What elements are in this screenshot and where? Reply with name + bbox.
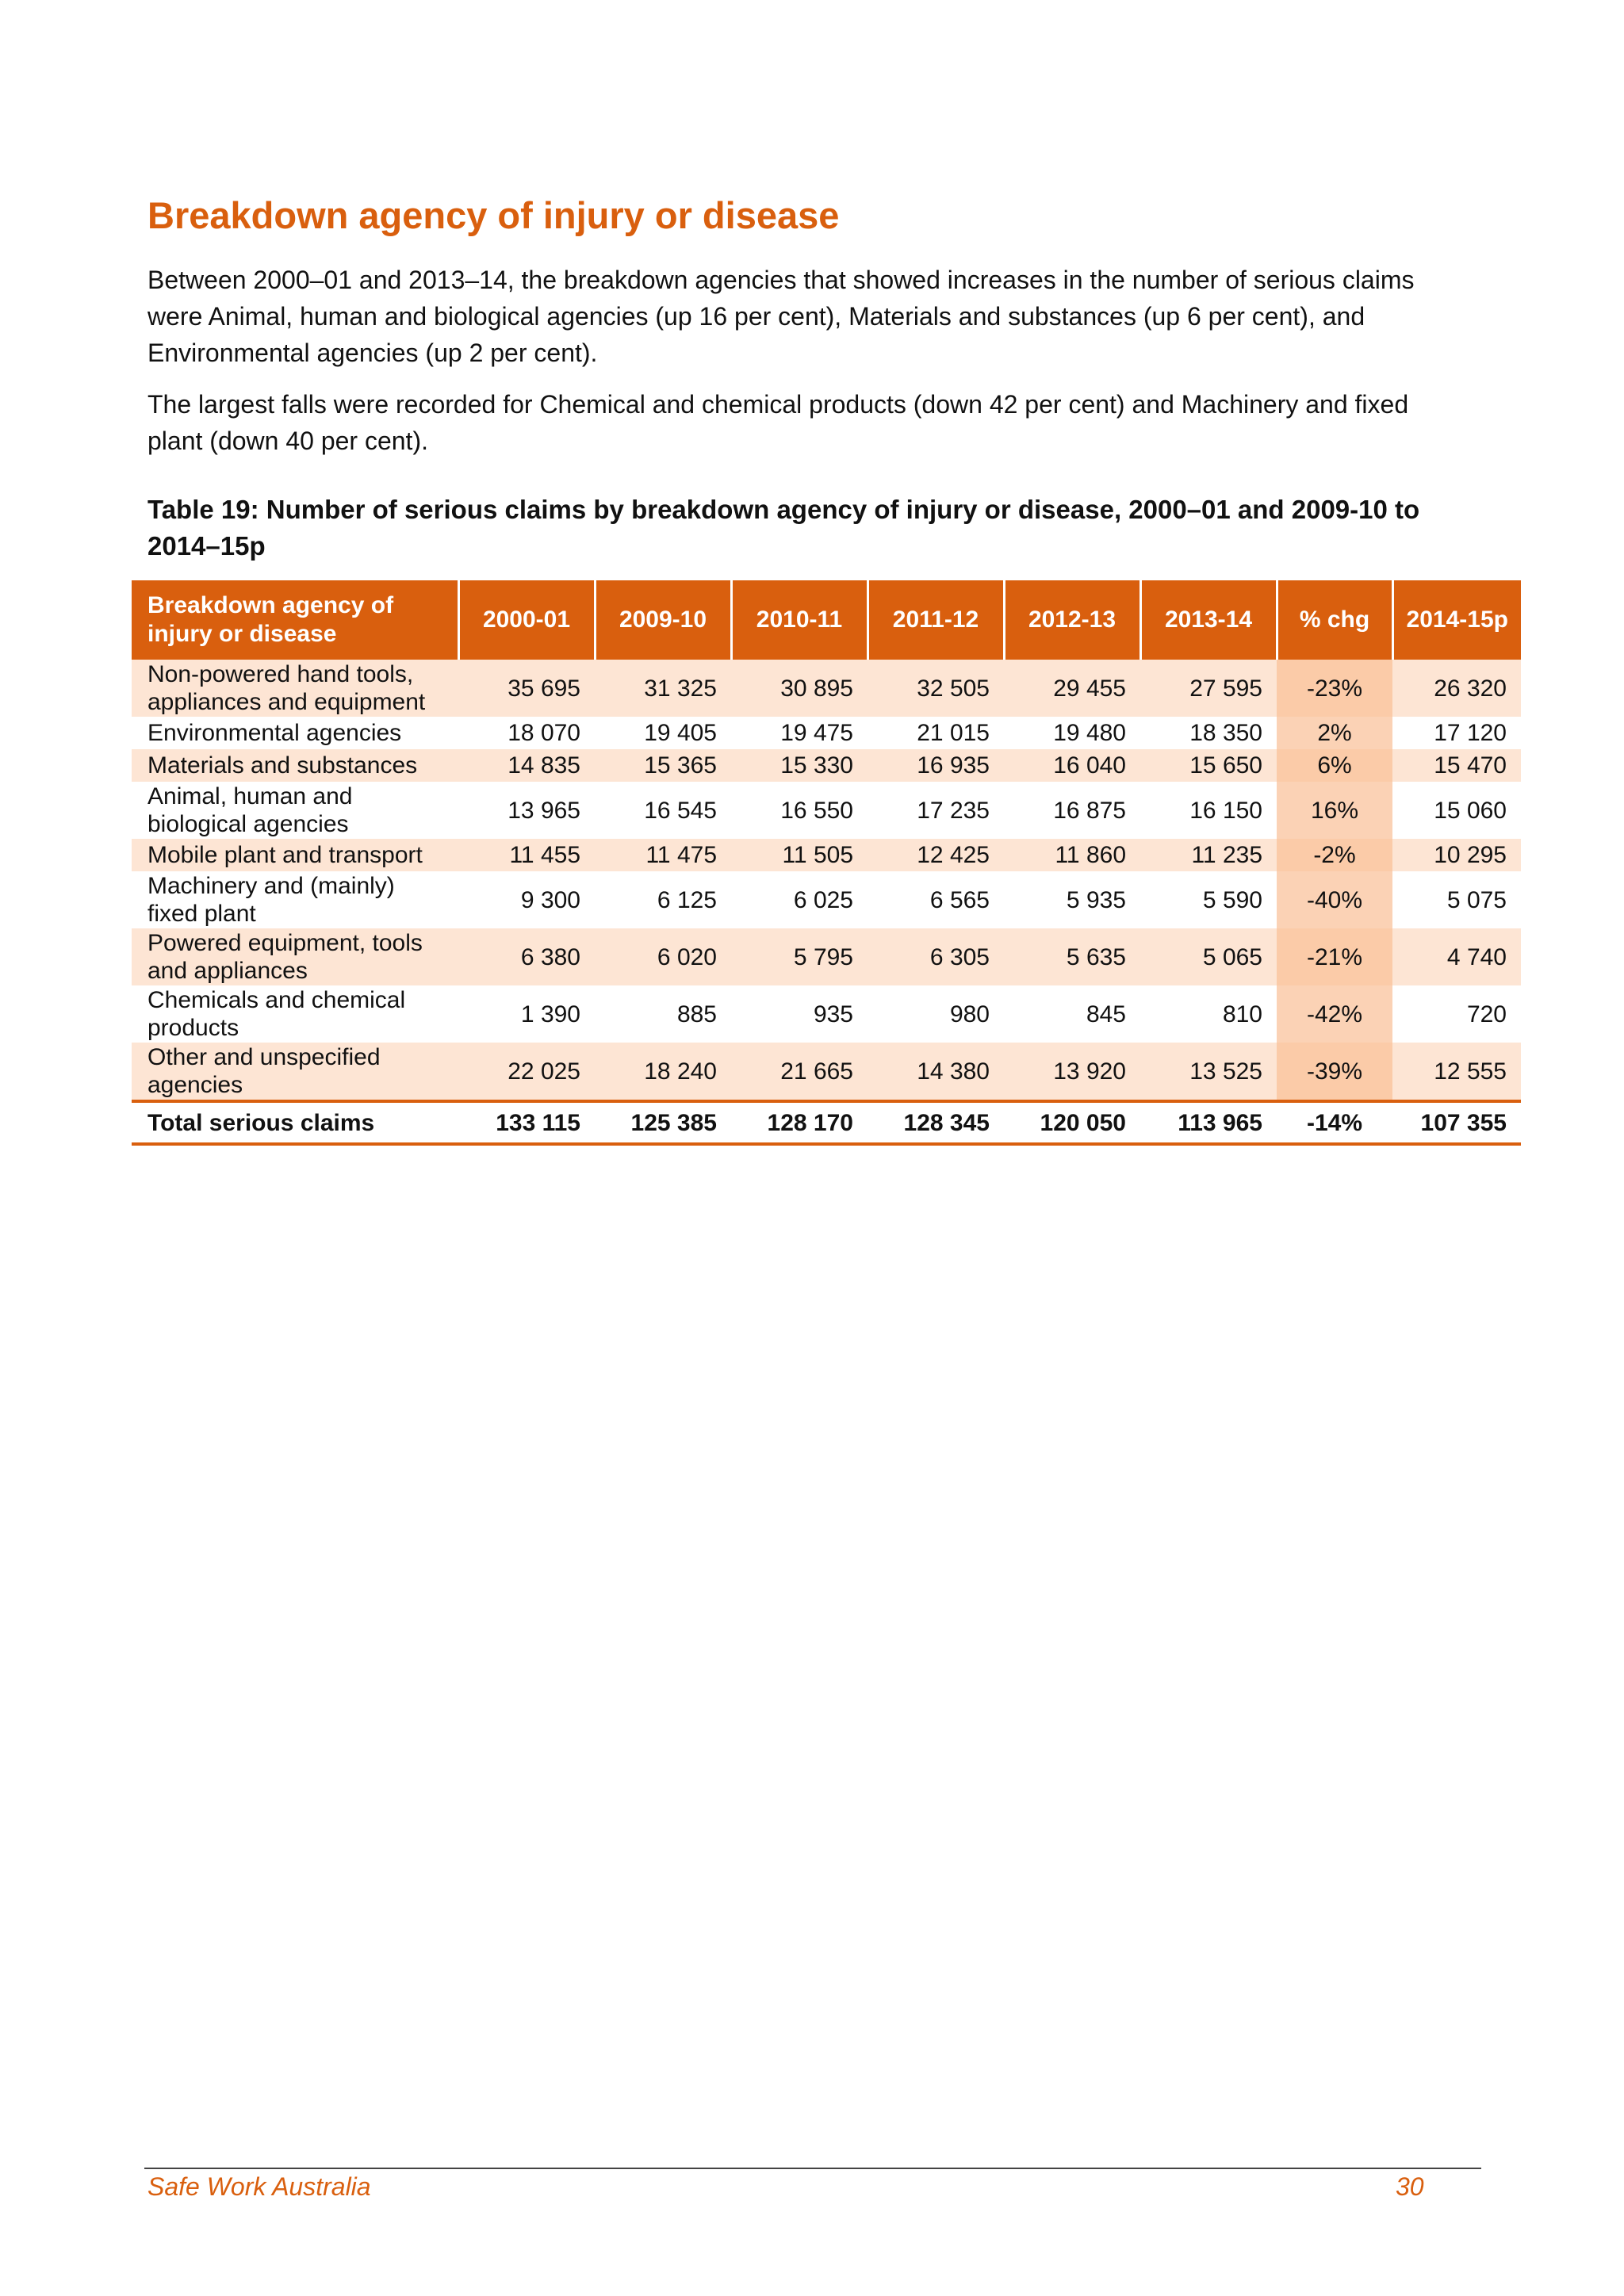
pct-change-cell: 16% [1277,782,1392,839]
value-cell: 18 350 [1189,720,1262,746]
value-cell: 16 040 [1004,749,1140,782]
footer-publisher: Safe Work Australia [147,2172,371,2201]
value-cell: 15 365 [595,749,731,782]
value-cell: 5 795 [731,928,868,985]
value-cell: 16 875 [1053,797,1126,824]
table-row [132,928,1521,985]
header-2011-12: 2011-12 [868,580,1004,660]
value-cell: 30 895 [731,660,868,717]
header-2009-10: 2009-10 [595,580,731,660]
table-row [132,782,1521,839]
value-cell: 18 070 [508,720,580,746]
value-cell: 6 020 [595,928,731,985]
value-cell: 12 555 [1392,1043,1521,1101]
value-cell: 17 120 [1434,720,1507,746]
value-cell: 5 075 [1446,886,1507,913]
pct-change-cell: -23% [1277,660,1392,717]
pct-change-cell: -21% [1277,928,1392,985]
value-cell: 31 325 [595,660,731,717]
value-cell: 12 425 [868,839,1004,871]
agency-cell: Mobile plant and transport [132,839,458,871]
value-cell: 29 455 [1004,660,1140,717]
header-2000-01: 2000-01 [458,580,595,660]
table-row [132,660,1521,717]
value-cell: 35 695 [458,660,595,717]
value-cell: 885 [676,1001,717,1027]
total-value: 128 170 [731,1101,868,1144]
header-agency: Breakdown agency of injury or disease [132,580,458,660]
value-cell: 5 935 [1066,886,1126,913]
value-cell: 19 405 [644,720,717,746]
value-cell: 16 550 [780,797,853,824]
agency-cell: Powered equipment, tools and appliances [132,928,458,985]
agency-cell: Non-powered hand tools, appliances and equipment [132,660,458,717]
value-cell: 6 025 [793,886,853,913]
table-total-row [132,1101,1521,1144]
total-value: 125 385 [595,1101,731,1144]
falls-paragraph: The largest falls were recorded for Chemical and chemical products (down 42 per cent) and Machinery and fixed plant (down 40 per cent). [147,390,1409,455]
total-value: 113 965 [1140,1101,1277,1144]
header-2012-13: 2012-13 [1004,580,1140,660]
value-cell: 14 835 [458,749,595,782]
agency-cell: Animal, human and biological agencies [147,783,353,837]
value-cell: 810 [1222,1001,1262,1027]
value-cell: 13 525 [1140,1043,1277,1101]
pct-change-cell: 6% [1277,749,1392,782]
footer-page-number: 30 [1396,2172,1424,2201]
total-label: Total serious claims [132,1101,458,1144]
table-row [132,985,1521,1043]
value-cell: 32 505 [868,660,1004,717]
intro-paragraph: Between 2000–01 and 2013–14, the breakdown agencies that showed increases in the number of serious claims were Animal, human and biological agencies (up 16 per cent), Materials and substances (up 6 per cent), and Environmental agencies (up 2 per cent). [147,266,1415,367]
value-cell: 11 505 [731,839,868,871]
table-row [132,871,1521,928]
total-value: 128 345 [868,1101,1004,1144]
value-cell: 10 295 [1392,839,1521,871]
agency-cell: Machinery and (mainly) fixed plant [147,873,395,927]
value-cell: 5 065 [1140,928,1277,985]
value-cell: 16 935 [868,749,1004,782]
value-cell: 6 380 [458,928,595,985]
value-cell: 16 545 [644,797,717,824]
pct-change-cell: -40% [1277,871,1392,928]
value-cell: 16 150 [1189,797,1262,824]
table-row [132,1043,1521,1101]
value-cell: 15 470 [1392,749,1521,782]
value-cell: 19 480 [1053,720,1126,746]
pct-change-cell: -42% [1277,985,1392,1043]
value-cell: 845 [1086,1001,1126,1027]
table-row [132,717,1521,749]
pct-change-cell: -39% [1277,1043,1392,1101]
value-cell: 5 590 [1202,886,1262,913]
table-header-row [132,580,1521,660]
total-value: 133 115 [458,1101,595,1144]
value-cell: 15 060 [1434,797,1507,824]
value-cell: 26 320 [1392,660,1521,717]
value-cell: 18 240 [595,1043,731,1101]
agency-cell: Other and unspecified agencies [132,1043,458,1101]
header-2014-15p: 2014-15p [1392,580,1521,660]
value-cell: 6 305 [868,928,1004,985]
value-cell: 15 330 [731,749,868,782]
value-cell: 6 125 [657,886,717,913]
value-cell: 1 390 [520,1001,580,1027]
value-cell: 11 455 [458,839,595,871]
agency-cell: Chemicals and chemical products [147,987,406,1041]
value-cell: 11 235 [1140,839,1277,871]
value-cell: 720 [1466,1001,1507,1027]
header-2010-11: 2010-11 [731,580,868,660]
value-cell: 21 015 [917,720,990,746]
value-cell: 4 740 [1392,928,1521,985]
value-cell: 13 965 [508,797,580,824]
header-2013-14: 2013-14 [1140,580,1277,660]
value-cell: 27 595 [1140,660,1277,717]
pct-change-cell: 2% [1277,717,1392,749]
pct-change-cell: -2% [1277,839,1392,871]
value-cell: 13 920 [1004,1043,1140,1101]
total-value: -14% [1277,1101,1392,1144]
value-cell: 14 380 [868,1043,1004,1101]
agency-cell: Materials and substances [132,749,458,782]
value-cell: 980 [949,1001,990,1027]
total-value: 120 050 [1004,1101,1140,1144]
value-cell: 22 025 [458,1043,595,1101]
value-cell: 11 475 [595,839,731,871]
section-heading: Breakdown agency of injury or disease [147,194,840,236]
value-cell: 935 [813,1001,853,1027]
total-value: 107 355 [1392,1101,1521,1144]
agency-cell: Environmental agencies [147,720,402,746]
footer-divider [144,2168,1481,2169]
value-cell: 21 665 [731,1043,868,1101]
value-cell: 17 235 [917,797,990,824]
value-cell: 5 635 [1004,928,1140,985]
value-cell: 15 650 [1140,749,1277,782]
table-row [132,749,1521,782]
value-cell: 11 860 [1004,839,1140,871]
table-row [132,839,1521,871]
table-caption: Table 19: Number of serious claims by breakdown agency of injury or disease, 2000–01 and 2009-10 to 2014–15p [147,495,1420,561]
value-cell: 19 475 [780,720,853,746]
value-cell: 9 300 [520,886,580,913]
value-cell: 6 565 [929,886,990,913]
header-pct-change: % chg [1277,580,1392,660]
claims-table [132,580,1521,1146]
